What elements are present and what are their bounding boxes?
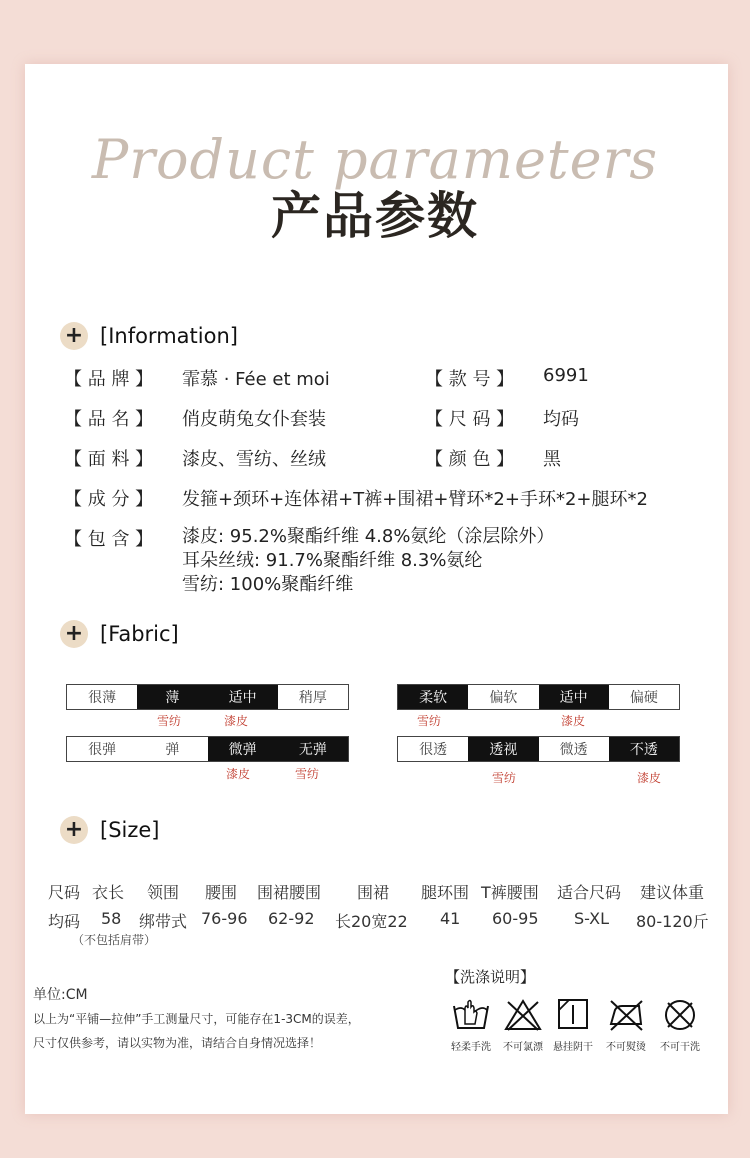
name-label: 【 品 名 】 xyxy=(64,409,154,430)
no-iron-icon xyxy=(606,998,646,1032)
brand-value: 霏慕 · Fée et moi xyxy=(182,369,330,390)
size-cell: 62-92 xyxy=(268,909,315,928)
size-header: 领围 xyxy=(147,883,180,902)
section-size xyxy=(60,816,160,844)
size-header: 腰围 xyxy=(205,883,238,902)
fabric-note: 漆皮 xyxy=(561,714,586,728)
thickness-option: 适中 xyxy=(208,685,278,709)
size-header: 尺码 xyxy=(48,883,81,902)
style-value: 6991 xyxy=(543,365,589,386)
size-header: T裤腰围 xyxy=(481,883,539,902)
size-cell: 58 xyxy=(101,909,122,928)
size-header: 围裙 xyxy=(357,883,390,902)
info-size xyxy=(425,405,579,431)
size-cell: 60-95 xyxy=(492,909,539,928)
size-header: 建议体重 xyxy=(640,883,705,902)
transparency-option: 微透 xyxy=(559,742,588,758)
measure-note: 以上为“平铺—拉伸”手工测量尺寸，可能存在1-3CM的误差， xyxy=(33,1012,360,1026)
size-value: 均码 xyxy=(543,409,579,430)
parts-label: 【 成 分 】 xyxy=(64,489,154,510)
wash-item xyxy=(441,998,501,1053)
hand-wash-icon xyxy=(451,998,491,1032)
elasticity-option: 微弹 xyxy=(208,737,278,761)
info-composition xyxy=(64,525,554,597)
fabric-note: 漆皮 xyxy=(637,771,662,785)
thickness-option: 很薄 xyxy=(88,690,117,706)
thickness-scale xyxy=(66,684,349,710)
elasticity-scale xyxy=(66,736,349,762)
unit-note: 单位:CM xyxy=(33,987,88,1003)
size-cell: 均码 xyxy=(48,912,81,931)
parts-value: 发箍+颈环+连体裙+T裤+围裙+臂环*2+手环*2+腿环*2 xyxy=(182,489,648,510)
fabric-note: 雪纺 xyxy=(295,767,320,781)
size-header: 适合尺码 xyxy=(557,883,622,902)
softness-option: 偏软 xyxy=(489,690,518,706)
size-cell: 41 xyxy=(440,909,461,928)
plus-icon: + xyxy=(60,816,88,844)
color-label: 【 颜 色 】 xyxy=(425,449,515,470)
hang-dry-shade-icon xyxy=(553,998,593,1032)
size-header: 衣长 xyxy=(92,883,125,902)
size-cell: 长20宽22 xyxy=(335,912,408,931)
info-brand xyxy=(64,365,330,391)
size-cell: S-XL xyxy=(574,909,610,928)
plus-icon: + xyxy=(60,322,88,350)
wash-label: 不可干洗 xyxy=(660,1042,700,1053)
softness-scale xyxy=(397,684,680,710)
page-title: 产品参数 xyxy=(271,187,479,245)
elasticity-option: 很弹 xyxy=(88,742,117,758)
wash-title: 【洗涤说明】 xyxy=(445,968,536,986)
softness-option: 适中 xyxy=(539,685,609,709)
transparency-option: 不透 xyxy=(609,737,679,761)
section-title: [Information] xyxy=(100,324,238,348)
transparency-option: 很透 xyxy=(419,742,448,758)
section-information xyxy=(60,322,238,350)
no-dry-clean-icon xyxy=(660,998,700,1032)
thickness-option: 稍厚 xyxy=(298,690,327,706)
transparency-option: 透视 xyxy=(468,737,538,761)
section-fabric xyxy=(60,620,179,648)
transparency-scale xyxy=(397,736,680,762)
info-color xyxy=(425,445,561,471)
style-label: 【 款 号 】 xyxy=(425,369,515,390)
info-parts xyxy=(64,485,648,511)
thickness-option: 薄 xyxy=(137,685,207,709)
fabric-note: 雪纺 xyxy=(492,771,517,785)
softness-option: 偏硬 xyxy=(629,690,658,706)
plus-icon: + xyxy=(60,620,88,648)
wash-label: 轻柔手洗 xyxy=(451,1042,491,1053)
script-title: Product parameters xyxy=(91,128,659,191)
size-header: 腿环围 xyxy=(421,883,470,902)
info-name xyxy=(64,405,326,431)
elasticity-option: 弹 xyxy=(165,742,180,758)
wash-label: 悬挂阴干 xyxy=(553,1042,593,1053)
material-value: 漆皮、雪纺、丝绒 xyxy=(182,449,326,470)
elasticity-option: 无弹 xyxy=(278,737,348,761)
wash-label: 不可熨烫 xyxy=(606,1042,646,1053)
composition-line: 雪纺: 100%聚酯纤维 xyxy=(182,574,354,595)
size-header: 围裙腰围 xyxy=(257,883,322,902)
name-value: 俏皮萌兔女仆套装 xyxy=(182,409,326,430)
no-bleach-icon xyxy=(503,998,543,1032)
color-value: 黑 xyxy=(543,449,561,470)
wash-label: 不可氯漂 xyxy=(503,1042,543,1053)
section-title: [Fabric] xyxy=(100,622,179,646)
composition-label: 【 包 含 】 xyxy=(64,529,154,550)
brand-label: 【 品 牌 】 xyxy=(64,369,154,390)
size-label: 【 尺 码 】 xyxy=(425,409,515,430)
wash-item xyxy=(596,998,656,1053)
composition-line: 耳朵丝绒: 91.7%聚酯纤维 8.3%氨纶 xyxy=(182,550,483,571)
info-material xyxy=(64,445,326,471)
wash-item xyxy=(543,998,603,1053)
composition-line: 漆皮: 95.2%聚酯纤维 4.8%氨纶（涂层除外） xyxy=(182,526,555,547)
size-cell: 76-96 xyxy=(201,909,248,928)
info-style xyxy=(425,365,589,391)
material-label: 【 面 料 】 xyxy=(64,449,154,470)
size-cell: 绑带式 xyxy=(139,912,188,931)
section-title: [Size] xyxy=(100,818,160,842)
fabric-note: 漆皮 xyxy=(224,714,249,728)
wash-item xyxy=(650,998,710,1053)
fabric-note: 漆皮 xyxy=(226,767,251,781)
size-cell: 80-120斤 xyxy=(636,912,709,931)
fabric-note: 雪纺 xyxy=(417,714,442,728)
softness-option: 柔软 xyxy=(398,685,468,709)
size-footnote: （不包括肩带） xyxy=(72,933,157,947)
fabric-note: 雪纺 xyxy=(157,714,182,728)
measure-note: 尺寸仅供参考，请以实物为准，请结合自身情况选择！ xyxy=(33,1036,322,1050)
